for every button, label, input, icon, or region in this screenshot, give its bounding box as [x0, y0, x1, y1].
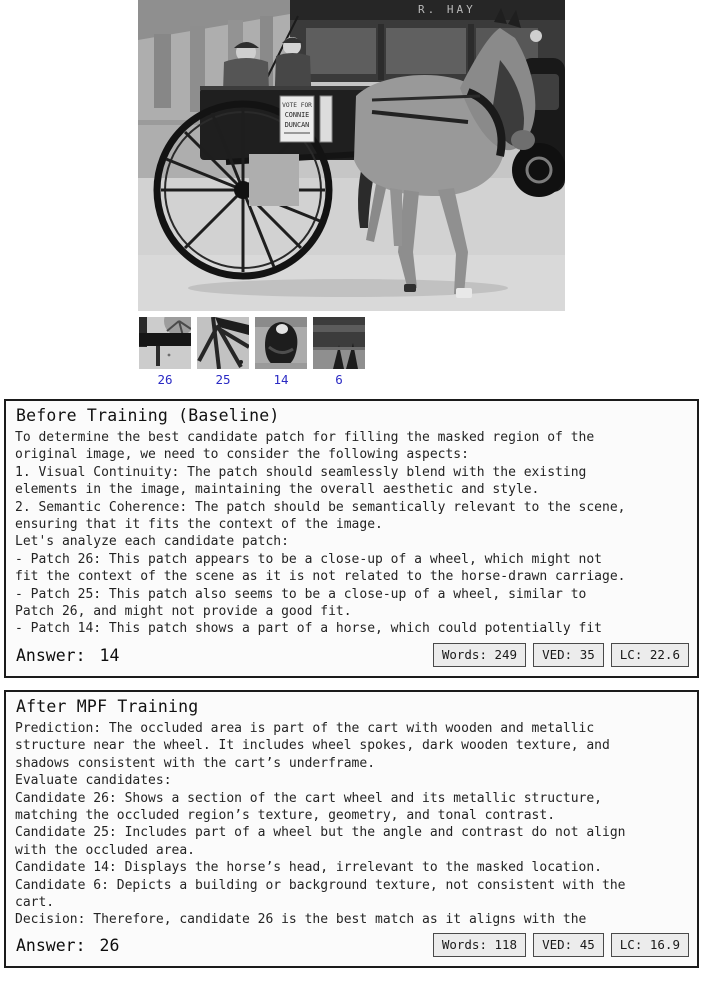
metric-badges-after — [433, 933, 689, 957]
reasoning-line: Candidate 26: Shows a section of the cart wheel and its metallic structure, — [15, 790, 602, 806]
metric-badge-ved: VED: 35 — [533, 643, 604, 667]
reasoning-line: Decision: Therefore, candidate 26 is the best match as it aligns with the — [15, 912, 587, 928]
after-training-panel — [4, 690, 699, 968]
answer-row-before — [16, 643, 689, 667]
patch-label-6: 6 — [335, 372, 343, 387]
patch-label-14: 14 — [273, 372, 289, 387]
reasoning-line: cart. — [15, 895, 55, 911]
reasoning-line: Candidate 14: Displays the horse’s head, irrelevant to the masked location. — [15, 860, 602, 876]
masked-region — [249, 154, 299, 206]
answer-row-after — [16, 933, 689, 957]
vote-sign — [280, 96, 332, 142]
metric-badges-before — [433, 643, 689, 667]
scene-illustration — [138, 0, 565, 311]
reasoning-line: with the occluded area. — [15, 842, 196, 858]
metric-badge-words: Words: 118 — [433, 933, 526, 957]
patch-item-6 — [313, 317, 365, 387]
patch-item-14 — [255, 317, 307, 387]
metric-badge-lc: LC: 16.9 — [611, 933, 689, 957]
patch-label-25: 25 — [215, 372, 231, 387]
reasoning-line: Candidate 6: Depicts a building or background texture, not consistent with the — [15, 877, 626, 893]
before-training-panel — [4, 399, 699, 678]
storefront-sign-text: R. HAY — [418, 3, 476, 16]
svg-text:VOTE FOR: VOTE FOR — [282, 102, 312, 109]
patch-item-26 — [139, 317, 191, 387]
reasoning-line: 1. Visual Continuity: The patch should seamlessly blend with the existing — [15, 464, 587, 480]
reasoning-text-before — [15, 429, 688, 638]
reasoning-line: Patch 26, and might not provide a good fit. — [15, 604, 352, 620]
patch-label-26: 26 — [157, 372, 173, 387]
reasoning-line: fit the context of the scene as it is not related to the horse-drawn carriage. — [15, 569, 626, 585]
reasoning-line: Let's analyze each candidate patch: — [15, 534, 289, 550]
reasoning-line: elements in the image, maintaining the overall aesthetic and style. — [15, 482, 540, 498]
patch-item-25 — [197, 317, 249, 387]
metric-badge-words: Words: 249 — [433, 643, 526, 667]
answer-value: 14 — [99, 645, 120, 665]
reasoning-line: - Patch 25: This patch also seems to be a close-up of a wheel, similar to — [15, 586, 587, 602]
answer-label: Answer: — [16, 935, 86, 955]
masked-scene-image — [138, 0, 565, 311]
reasoning-line: ensuring that it fits the context of the image. — [15, 517, 383, 533]
reasoning-text-after — [15, 720, 688, 929]
reasoning-line: shadows consistent with the cart’s underframe. — [15, 755, 376, 771]
metric-badge-ved: VED: 45 — [533, 933, 604, 957]
patch-thumbnail-25 — [197, 317, 249, 369]
reasoning-line: structure near the wheel. It includes wheel spokes, dark wooden texture, and — [15, 738, 610, 754]
answer-value: 26 — [99, 935, 120, 955]
reasoning-line: original image, we need to consider the following aspects: — [15, 447, 469, 463]
svg-text:DUNCAN: DUNCAN — [284, 121, 310, 129]
reasoning-line: Candidate 25: Includes part of a wheel but the angle and contrast do not align — [15, 825, 626, 841]
metric-badge-lc: LC: 22.6 — [611, 643, 689, 667]
reasoning-line: - Patch 26: This patch appears to be a close-up of a wheel, which might not — [15, 551, 602, 567]
patch-thumbnail-26 — [139, 317, 191, 369]
answer-label: Answer: — [16, 645, 86, 665]
patch-thumbnail-14 — [255, 317, 307, 369]
panel-title-before: Before Training (Baseline) — [16, 406, 280, 425]
reasoning-line: To determine the best candidate patch for filling the masked region of the — [15, 430, 595, 445]
panel-title-after: After MPF Training — [16, 697, 199, 716]
reasoning-line: - Patch 14: This patch shows a part of a horse, which could potentially fit — [15, 621, 602, 637]
reasoning-line: 2. Semantic Coherence: The patch should be semantically relevant to the scene, — [15, 499, 626, 515]
reasoning-line: Evaluate candidates: — [15, 773, 172, 789]
reasoning-line: matching the occluded region’s texture, geometry, and tonal contrast. — [15, 808, 556, 824]
candidate-patch-row — [139, 317, 365, 387]
patch-thumbnail-6 — [313, 317, 365, 369]
reasoning-line: Prediction: The occluded area is part of the cart with wooden and metallic — [15, 721, 595, 736]
svg-text:CONNIE: CONNIE — [284, 111, 310, 119]
